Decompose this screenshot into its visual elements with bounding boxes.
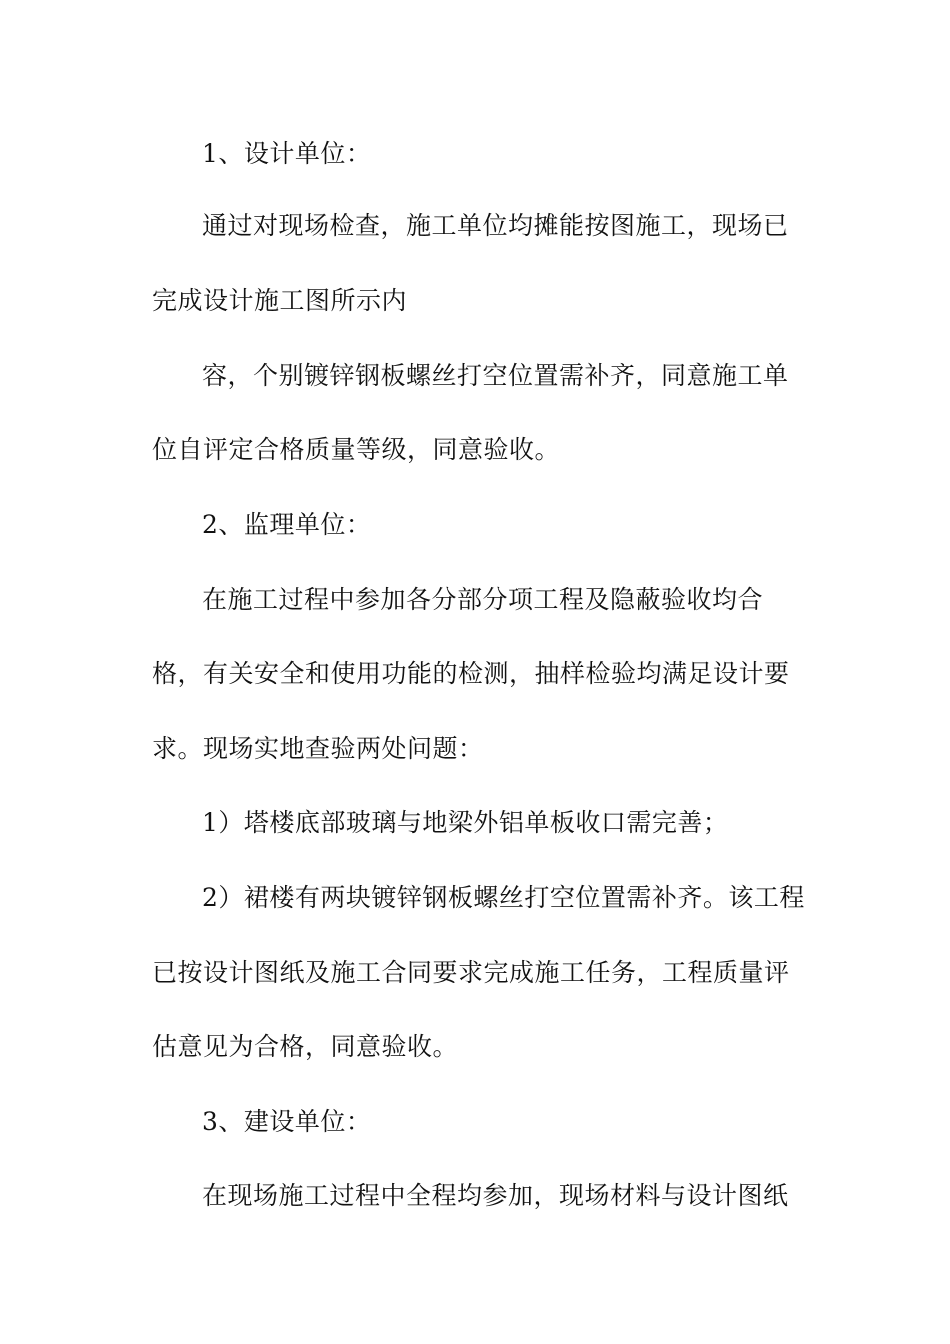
paragraph-line: 格，有关安全和使用功能的检测，抽样检验均满足设计要 xyxy=(152,659,790,688)
list-item: 2）裙楼有两块镀锌钢板螺丝打空位置需补齐。该工程 xyxy=(202,883,805,912)
paragraph-line: 求。现场实地查验两处问题： xyxy=(152,734,484,763)
paragraph-line: 位自评定合格质量等级，同意验收。 xyxy=(152,435,561,464)
heading-design-unit: 1、设计单位： xyxy=(202,139,372,168)
heading-supervision-unit: 2、监理单位： xyxy=(202,510,372,539)
paragraph-line: 在现场施工过程中全程均参加，现场材料与设计图纸 xyxy=(202,1181,789,1210)
list-item: 1）塔楼底部玻璃与地梁外铝单板收口需完善； xyxy=(202,808,729,837)
paragraph-line: 通过对现场检查，施工单位均摊能按图施工，现场已 xyxy=(202,211,789,240)
paragraph-line: 在施工过程中参加各分部分项工程及隐蔽验收均合 xyxy=(202,585,764,614)
paragraph-line: 容，个别镀锌钢板螺丝打空位置需补齐，同意施工单 xyxy=(202,361,789,390)
paragraph-line: 估意见为合格，同意验收。 xyxy=(152,1032,459,1061)
paragraph-line: 完成设计施工图所示内 xyxy=(152,286,408,315)
paragraph-line: 已按设计图纸及施工合同要求完成施工任务，工程质量评 xyxy=(152,958,790,987)
heading-construction-unit: 3、建设单位： xyxy=(202,1107,372,1136)
